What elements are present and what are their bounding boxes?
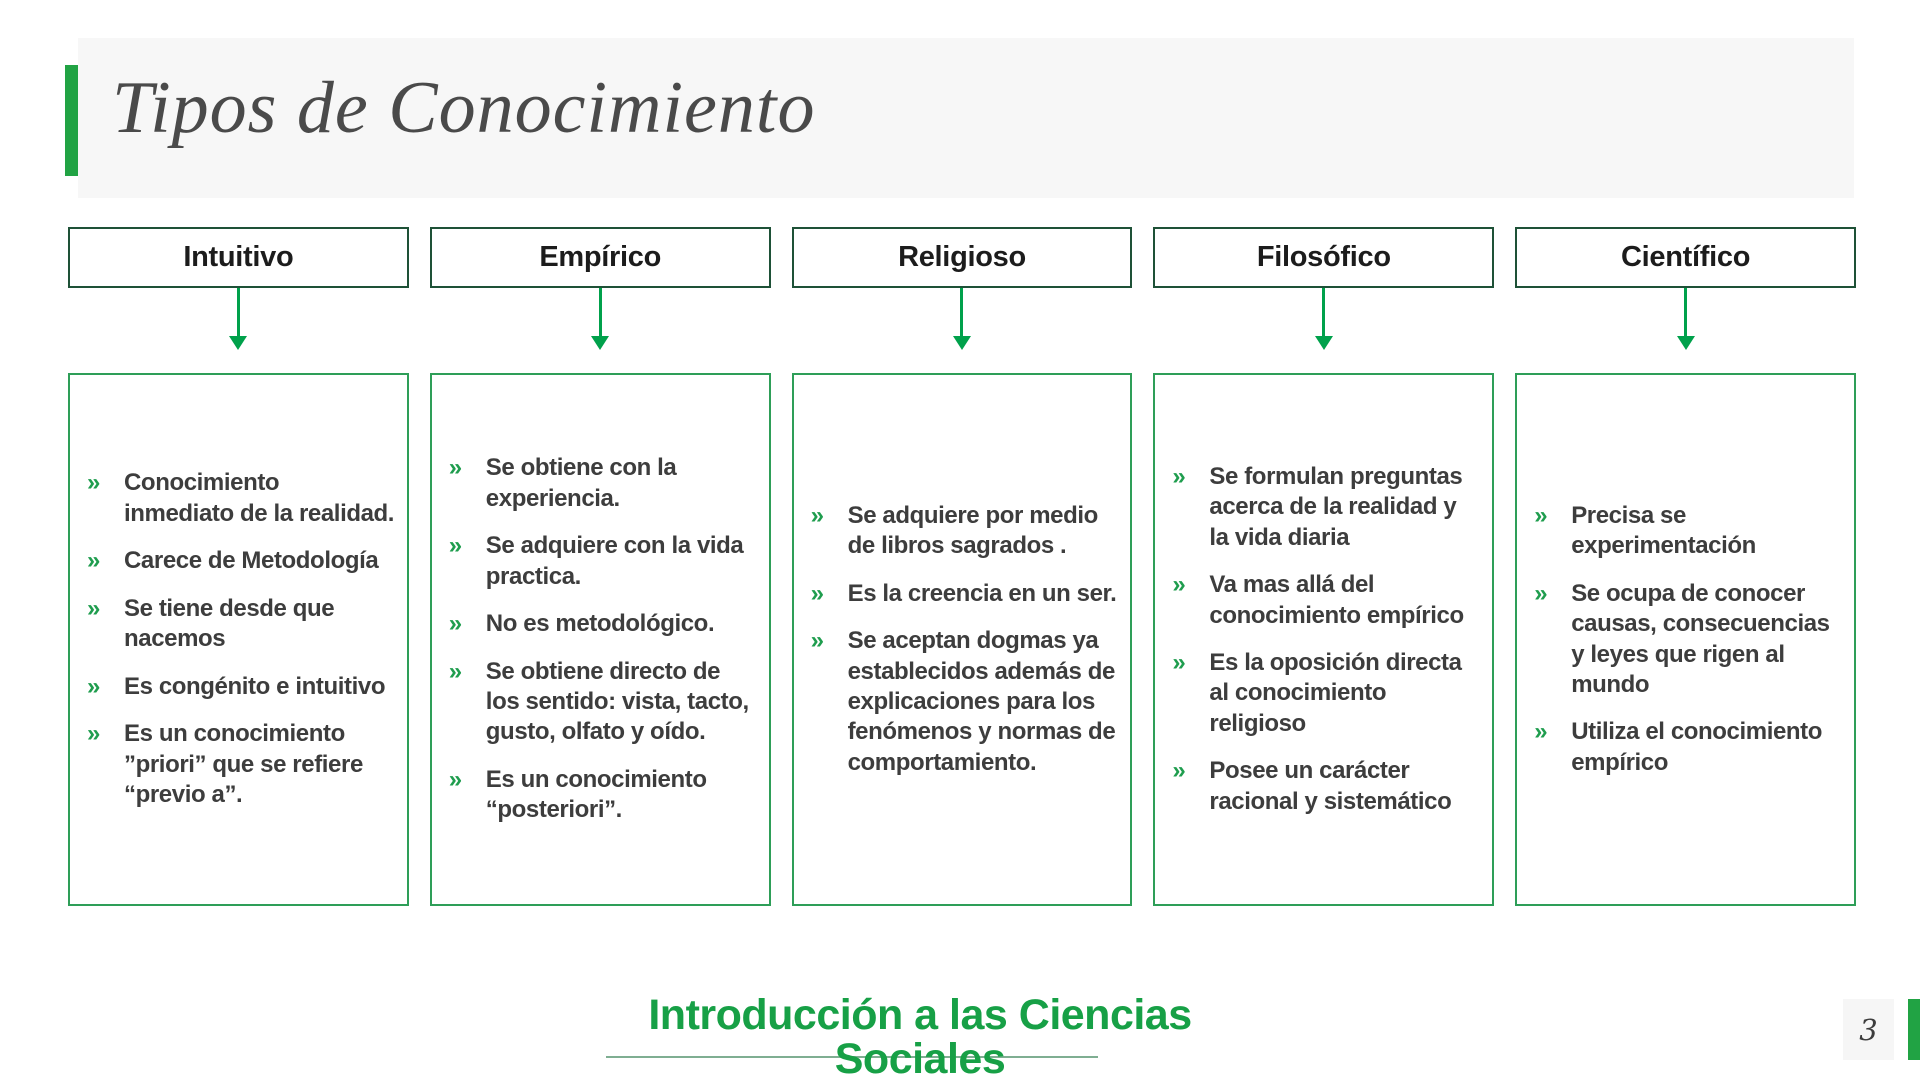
arrow-stem [1322,288,1325,336]
chevron-bullet-icon: » [1172,571,1186,599]
arrow-stem [599,288,602,336]
column-header-box [1515,227,1856,288]
bullet-item-text: Precisa se experimentación [1571,501,1756,560]
arrow-stem [237,288,240,336]
bullet-item-text: No es metodológico. [485,610,715,638]
column-header-box [68,227,409,288]
bullet-item-text: Se obtiene directo de los sentido: vista, tacto, gusto, olfato y oído. [485,657,749,746]
bullet-item [82,468,395,529]
down-arrow [792,288,1133,373]
bullet-item [1167,648,1480,739]
bullet-item [1529,579,1842,701]
column-header-label: Intuitivo [183,241,294,273]
bullet-item-text: Carece de Metodología [124,547,379,575]
bullet-item [806,626,1119,778]
content-box [68,373,409,906]
bullet-item [1529,717,1842,778]
bullet-item [1167,756,1480,817]
page-number-box [1843,999,1894,1060]
content-box [1515,373,1856,906]
bullet-item [444,765,757,826]
bullet-item-text: Se formulan preguntas acerca de la realidad y la vida diaria [1209,462,1463,551]
chevron-bullet-icon: » [810,627,824,655]
down-arrow [68,288,409,373]
bullet-item [444,453,757,514]
bullet-item [444,531,757,592]
arrow-head-icon [591,336,609,350]
column-header-label: Científico [1621,241,1751,273]
column [68,227,409,906]
page-number: 3 [1859,1012,1878,1047]
bullet-item-text: Utiliza el conocimiento empírico [1571,718,1823,776]
bullet-item-text: Se obtiene con la experiencia. [485,454,677,512]
chevron-bullet-icon: » [87,547,100,575]
bullet-item-text: Va mas allá del conocimiento empírico [1209,571,1464,629]
page-title: Tipos de Conocimiento [112,67,816,149]
column-header-label: Religioso [898,241,1026,273]
chevron-bullet-icon: » [1534,501,1548,529]
bullet-item-text: Se ocupa de conocer causas, consecuencias y leyes que rigen al mundo [1571,579,1830,698]
content-box [430,373,771,906]
column-header-box [430,227,771,288]
down-arrow [1153,288,1494,373]
down-arrow [1515,288,1856,373]
bullet-item-text: Se adquiere por medio de libros sagrados . [847,501,1098,560]
bullet-item [1167,570,1480,631]
chevron-bullet-icon: » [87,720,100,748]
column-header-box [792,227,1133,288]
column-header-label: Filosófico [1256,241,1391,273]
chevron-bullet-icon: » [1172,757,1186,785]
bullet-item-text: Posee un carácter racional y sistemático [1209,757,1452,815]
chevron-bullet-icon: » [1172,462,1186,490]
bullet-item [806,501,1119,562]
bullet-item [82,546,395,576]
chevron-bullet-icon: » [87,469,100,497]
content-box [792,373,1133,906]
chevron-bullet-icon: » [87,594,100,622]
chevron-bullet-icon: » [1172,649,1186,676]
chevron-bullet-icon: » [448,610,462,638]
bullet-item [444,657,757,748]
bullet-item-text: Es la creencia en un ser. [847,579,1117,607]
chevron-bullet-icon: » [448,454,462,482]
bullet-item-text: Es un conocimiento ”priori” que se refiere “previo a”. [124,720,363,809]
bullet-item-text: Es un conocimiento “posteriori”. [485,765,707,824]
bullet-item-text: Se tiene desde que nacemos [124,594,335,653]
arrow-stem [1684,288,1687,336]
bullet-item-text: Conocimiento inmediato de la realidad. [124,469,395,527]
bullet-item-text: Se adquiere con la vida practica. [485,532,744,590]
bullet-item [82,594,395,655]
column [430,227,771,906]
title-accent-bar [65,65,78,176]
arrow-head-icon [953,336,971,350]
footer-title-line2: Sociales [834,1035,1006,1080]
column [1515,227,1856,906]
bullet-item-text: Se aceptan dogmas ya establecidos además de explicaciones para los fenómenos y normas de comportamiento. [847,627,1116,776]
column [792,227,1133,906]
corner-accent-bar [1908,999,1920,1060]
arrow-head-icon [229,336,247,350]
bullet-item-text: Es congénito e intuitivo [124,672,386,700]
chevron-bullet-icon: » [810,579,824,607]
bullet-item [444,609,757,639]
footer-title [460,991,1380,1080]
bullet-item [82,719,395,810]
chevron-bullet-icon: » [810,501,824,529]
column [1153,227,1494,906]
arrow-head-icon [1677,336,1695,350]
columns [68,227,1856,906]
bullet-item-text: Es la oposición directa al conocimiento religioso [1209,649,1462,737]
column-header-label: Empírico [539,241,662,273]
bullet-item [806,579,1119,609]
bullet-item [1167,462,1480,553]
arrow-head-icon [1315,336,1333,350]
chevron-bullet-icon: » [448,765,462,793]
down-arrow [430,288,771,373]
chevron-bullet-icon: » [87,672,100,700]
bullet-item [1529,501,1842,562]
chevron-bullet-icon: » [1534,579,1548,607]
bullet-item [82,672,395,702]
content-box [1153,373,1494,906]
footer-title-line1: Introducción a las Ciencias [648,991,1192,1039]
chevron-bullet-icon: » [448,532,462,560]
column-header-box [1153,227,1494,288]
chevron-bullet-icon: » [448,657,462,685]
chevron-bullet-icon: » [1534,718,1548,746]
arrow-stem [960,288,963,336]
